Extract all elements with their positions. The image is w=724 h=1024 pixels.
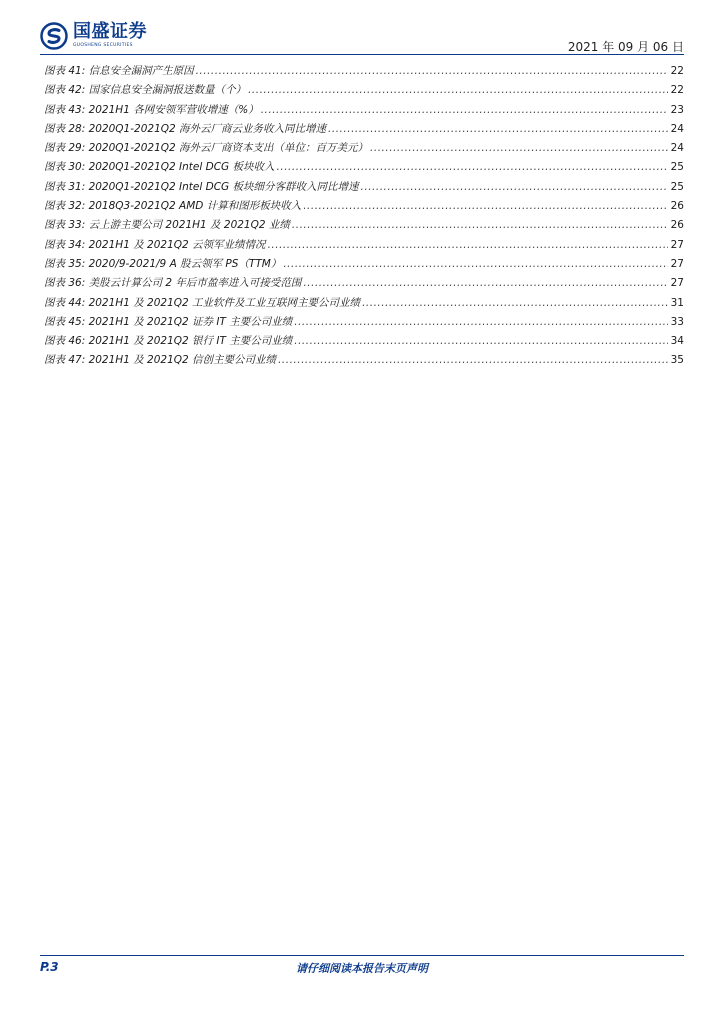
toc-entry[interactable] — [44, 237, 684, 256]
header-divider — [40, 54, 684, 55]
toc-entry[interactable] — [44, 63, 684, 82]
toc-entry[interactable] — [44, 314, 684, 333]
toc-leader-dots — [277, 161, 668, 173]
toc-leader-dots — [268, 239, 668, 251]
toc-entry-page: 22 — [670, 84, 684, 97]
toc-entry[interactable] — [44, 217, 684, 236]
toc-entry-page: 25 — [670, 161, 684, 174]
toc-entry-page: 35 — [670, 354, 684, 367]
toc-entry-title: 图表 28: 2020Q1-2021Q2 海外云厂商云业务收入同比增速 — [44, 122, 327, 135]
company-name-cn: 国盛证券 — [73, 21, 147, 43]
toc-entry-title: 图表 44: 2021H1 及 2021Q2 工业软件及工业互联网主要公司业绩 — [44, 296, 361, 309]
toc-entry[interactable] — [44, 102, 684, 121]
toc-entry-page: 27 — [670, 238, 684, 251]
toc-entry[interactable] — [44, 333, 684, 352]
toc-entry-title: 图表 45: 2021H1 及 2021Q2 证券 IT 主要公司业绩 — [44, 315, 293, 328]
toc-entry-title: 图表 34: 2021H1 及 2021Q2 云领军业绩情况 — [44, 238, 266, 251]
toc-leader-dots — [303, 200, 667, 212]
company-logo — [40, 22, 147, 50]
toc-entry-title: 图表 33: 云上游主要公司 2021H1 及 2021Q2 业绩 — [44, 219, 290, 232]
toc-entry-title: 图表 46: 2021H1 及 2021Q2 银行 IT 主要公司业绩 — [44, 335, 293, 348]
toc-entry-title: 图表 41: 信息安全漏洞产生原因 — [44, 65, 194, 77]
toc-entry[interactable] — [44, 198, 684, 217]
toc-entry-title: 图表 31: 2020Q1-2021Q2 Intel DCG 板块细分客群收入同比增速 — [44, 180, 359, 193]
toc-entry-page: 26 — [670, 219, 684, 232]
toc-leader-dots — [370, 142, 668, 154]
toc-entry[interactable] — [44, 179, 684, 198]
toc-entry-title: 图表 47: 2021H1 及 2021Q2 信创主要公司业绩 — [44, 354, 277, 367]
toc-entry[interactable] — [44, 275, 684, 294]
toc-entry-page: 24 — [670, 122, 684, 135]
toc-entry-page: 31 — [670, 296, 684, 309]
toc-entry[interactable] — [44, 256, 684, 275]
toc-entry[interactable] — [44, 121, 684, 140]
report-date: 2021 年 09 月 06 日 — [567, 40, 684, 54]
toc-leader-dots — [292, 219, 668, 231]
toc-leader-dots — [283, 258, 667, 270]
toc-entry[interactable] — [44, 352, 684, 371]
toc-entry-page: 26 — [670, 200, 684, 213]
toc-entry-page: 25 — [670, 180, 684, 193]
toc-entry-title: 图表 42: 国家信息安全漏洞报送数量（个） — [44, 84, 247, 97]
page-number: P.3 — [40, 960, 59, 974]
toc-entry-page: 23 — [670, 103, 684, 116]
company-name-en: GUOSHENG SECURITIES — [73, 43, 133, 49]
toc-entry[interactable] — [44, 159, 684, 178]
toc-entry-title: 图表 35: 2020/9-2021/9 A 股云领军 PS（TTM） — [44, 257, 282, 270]
toc-entry-page: 34 — [670, 335, 684, 348]
toc-entry-title: 图表 32: 2018Q3-2021Q2 AMD 计算和图形板块收入 — [44, 200, 302, 213]
page-header — [0, 0, 724, 60]
toc-leader-dots — [248, 84, 668, 96]
toc-leader-dots — [196, 65, 668, 77]
figure-index-list — [44, 63, 684, 372]
disclaimer-note: 请仔细阅读本报告末页声明 — [296, 962, 428, 975]
toc-entry-page: 24 — [670, 142, 684, 155]
toc-leader-dots — [303, 277, 667, 289]
toc-entry[interactable] — [44, 295, 684, 314]
toc-leader-dots — [361, 181, 668, 193]
toc-leader-dots — [278, 354, 668, 366]
toc-entry-title: 图表 29: 2020Q1-2021Q2 海外云厂商资本支出（单位：百万美元） — [44, 142, 369, 155]
toc-entry-page: 22 — [670, 65, 684, 77]
toc-leader-dots — [328, 123, 668, 135]
footer-divider — [40, 955, 684, 956]
toc-entry-page: 27 — [670, 277, 684, 290]
toc-leader-dots — [261, 104, 668, 116]
toc-entry[interactable] — [44, 140, 684, 159]
toc-leader-dots — [294, 316, 667, 328]
toc-leader-dots — [294, 335, 667, 347]
toc-entry-page: 33 — [670, 315, 684, 328]
toc-entry-title: 图表 30: 2020Q1-2021Q2 Intel DCG 板块收入 — [44, 161, 275, 174]
toc-entry-page: 27 — [670, 257, 684, 270]
guosheng-logo-icon — [40, 22, 68, 50]
toc-entry-title: 图表 43: 2021H1 各网安领军营收增速（%） — [44, 103, 259, 116]
toc-entry[interactable] — [44, 82, 684, 101]
toc-entry-title: 图表 36: 美股云计算公司 2 年后市盈率进入可接受范围 — [44, 277, 302, 290]
toc-leader-dots — [362, 297, 668, 309]
